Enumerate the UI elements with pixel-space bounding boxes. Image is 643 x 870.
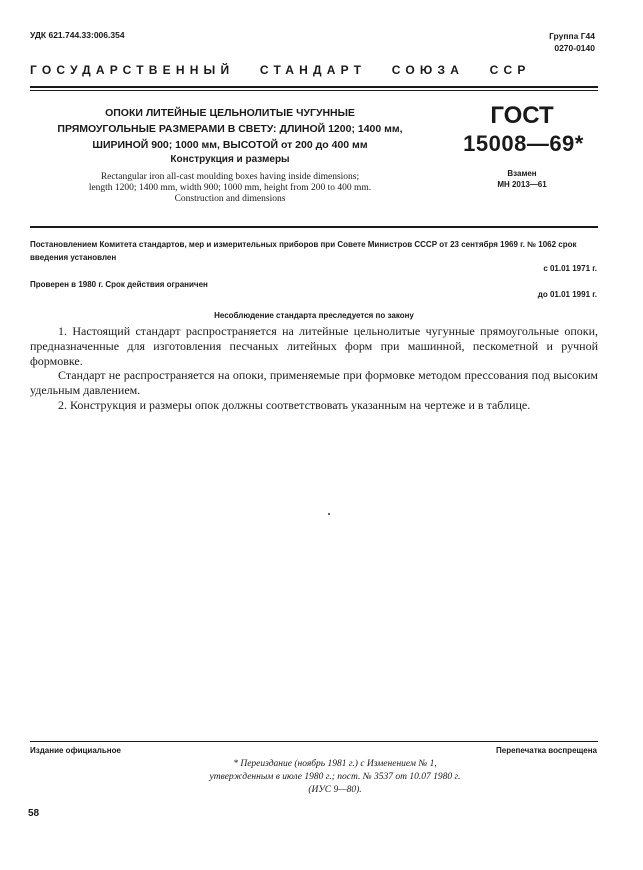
review-note: Проверен в 1980 г. Срок действия ограничен [30,280,208,289]
footnote-line-3: (ИУС 9—80). [308,785,362,795]
decree-text: Постановлением Комитета стандартов, мер и измерительных приборов при Совете Министров СССР от 23 сентября 1969 г. № 1062 срок введения установлен [30,240,577,262]
paragraph-3: 2. Конструкция и размеры опок должны соответствовать указанным на чертеже и в таблице. [58,397,531,412]
title-line-3: ШИРИНОЙ 900; 1000 мм, ВЫСОТОЙ от 200 до 400 мм [92,139,368,151]
paragraph-2: Стандарт не распространяется на опоки, применяемые при формовке методом прессования под высоким удельным давлением. [30,368,598,398]
stray-mark [328,513,330,515]
official-edition-label: Издание официальное [30,746,121,755]
replaced-standard [452,168,592,190]
group-label: Группа Г44 [549,31,595,41]
group-code [549,30,595,54]
effective-date: с 01.01 1971 г. [543,264,597,273]
replaced-code: МН 2013—61 [497,180,547,189]
body-text [30,324,598,413]
header-rule-top [30,86,598,88]
title-line-1: ОПОКИ ЛИТЕЙНЫЕ ЦЕЛЬНОЛИТЫЕ ЧУГУННЫЕ [105,107,355,119]
state-standard-heading: ГОСУДАРСТВЕННЫЙ СТАНДАРТ СОЮЗА ССР [30,63,531,77]
reprint-prohibited-label: Перепечатка воспрещена [496,746,597,755]
expiry-date: до 01.01 1991 г. [537,290,597,299]
gost-number: 15008—69* [463,131,584,156]
page-number: 58 [28,808,40,819]
english-title-line-2: length 1200; 1400 mm, width 900; 1000 mm, height from 200 to 400 mm. [88,183,372,193]
reissue-footnote [140,758,530,797]
document-title [40,105,420,153]
footnote-line-2: утвержденным в июле 1980 г.; пост. № 3537 от 10.07 1980 г. [209,772,461,782]
gost-label: ГОСТ [490,102,554,129]
footnote-line-1: * Переиздание (ноябрь 1981 г.) с Изменением № 1, [233,759,437,769]
title-rule [30,226,598,228]
english-title [40,172,420,205]
title-line-2: ПРЯМОУГОЛЬНЫЕ РАЗМЕРАМИ В СВЕТУ: ДЛИНОЙ 1200; 1400 мм, [57,123,403,135]
document-subtitle: Конструкция и размеры [170,154,290,165]
legal-notice: Несоблюдение стандарта преследуется по закону [214,311,414,320]
english-title-line-1: Rectangular iron all-cast moulding boxes having inside dimensions; [100,172,360,182]
replaced-label: Взамен [507,169,537,178]
paragraph-1: 1. Настоящий стандарт распространяется на литейные цельнолитые чугунные прямоугольные опоки, предназначенные для изготовления песчаных литейных форм при машинной, пескометной и ручной формовке. [30,324,598,368]
footer-rule [30,741,598,742]
header-rule-bottom [30,90,598,91]
english-title-line-3: Construction and dimensions [174,194,286,204]
group-number: 0270-0140 [554,43,595,53]
udk-code: УДК 621.744.33:006.354 [30,30,125,40]
